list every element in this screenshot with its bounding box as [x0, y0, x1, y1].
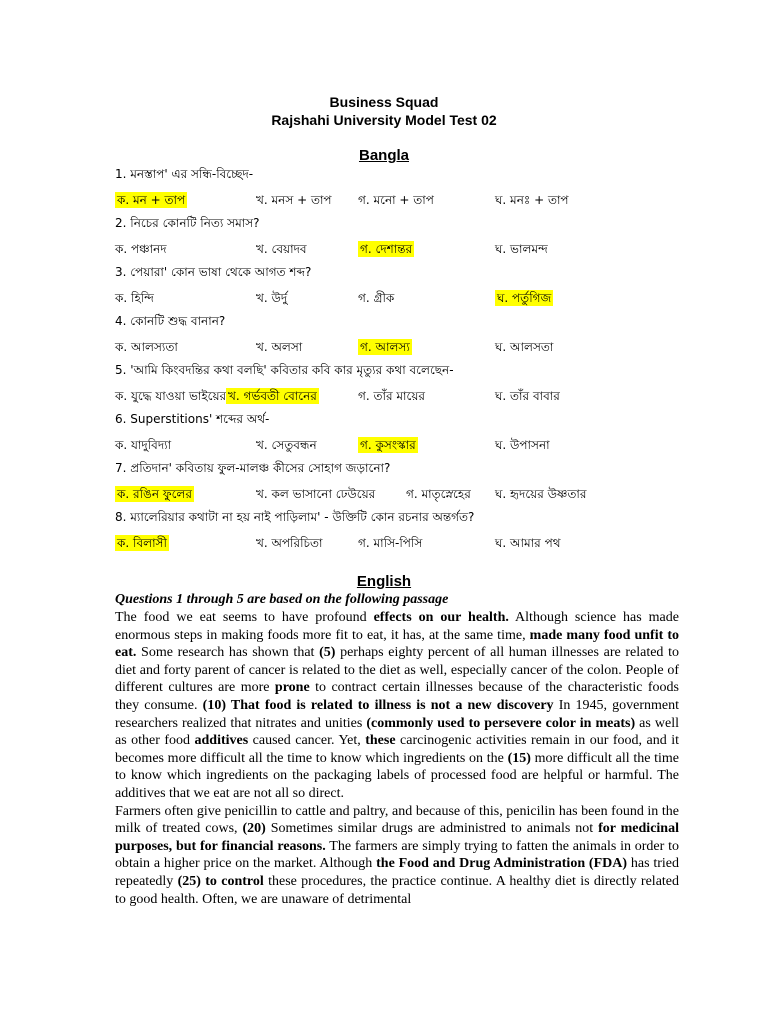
bold-run: (25) to control [177, 873, 264, 889]
question-5: 5. 'আমি কিংবদন্তির কথা বলছি' কবিতার কবি কার মৃত্যুর কথা বলেছেন- [115, 363, 454, 377]
question-2: 2. নিচের কোনটি নিত্য সমাস? [115, 216, 260, 230]
question-3-option-3: গ. গ্রীক [358, 291, 395, 305]
question-7-option-1 [115, 486, 194, 506]
question-8-option-4: ঘ. আমার পথ [495, 536, 561, 550]
header-title: Business Squad [329, 94, 439, 110]
question-8-option-3: গ. মাসি-পিসি [358, 536, 423, 550]
bold-run: these [365, 733, 396, 749]
text-run: carcinogenic activities remain in our food, and it becomes more difficult all the time to know which ingredients on the [115, 733, 679, 766]
question-2-option-1: ক. পঞ্চানদ [115, 242, 167, 256]
question-5-option-1: ক. যুদ্ধে যাওয়া ভাইয়ের [115, 389, 227, 403]
highlighted-answer: ক. মন + তাপ [117, 193, 186, 207]
question-3-option-2: খ. উর্দু [256, 291, 288, 305]
question-4-option-1: ক. আলস্যতা [115, 340, 178, 354]
question-6: 6. Superstitions' শব্দের অর্থ- [115, 412, 270, 426]
question-5-option-4: ঘ. তাঁর বাবার [495, 389, 560, 403]
highlighted-answer: ক. রঙিন ফুলের [117, 487, 192, 501]
bold-run: made many food unfit to eat. [115, 627, 679, 661]
text-run: perhaps eighty percent of all human illnesses are related to diet and forty parent of cancer is related to the diet as well, especially cancer of the colon. People of different cultures are more [115, 645, 679, 696]
question-2-option-4: ঘ. ভালমন্দ [495, 242, 548, 256]
question-1: 1. মনস্তাপ' এর সন্ধি-বিচ্ছেদ- [115, 167, 254, 181]
question-7-option-4: ঘ. হৃদয়ের উষ্ণতার [495, 487, 587, 501]
question-8-option-1 [115, 535, 169, 555]
highlighted-answer: গ. দেশান্তর [360, 242, 413, 256]
bold-run: (10) That food is related to illness is not a new discovery [202, 697, 554, 713]
question-2-option-2: খ. বেয়াদব [256, 242, 307, 256]
text-run: caused cancer. Yet, [248, 733, 366, 749]
text-run: Sometimes similar drugs are administred to animals not [265, 821, 599, 837]
question-6-option-3 [358, 437, 418, 457]
highlighted-answer: গ. আলস্য [360, 340, 410, 354]
text-run: Some research has shown that [136, 645, 320, 661]
text-run: Farmers often give penicillin to cattle and paltry, and because of this, penicilin has been found in the milk of treated cows, [115, 803, 679, 837]
question-1-option-1 [115, 192, 187, 212]
text-run: The food we eat seems to have profound [115, 610, 374, 625]
question-4-option-2: খ. অলসা [256, 340, 303, 354]
text-run: has tried repeatedly [115, 856, 679, 889]
question-6-option-4: ঘ. উপাসনা [495, 438, 550, 452]
bold-run: (15) [507, 750, 531, 766]
question-4: 4. কোনটি শুদ্ধ বানান? [115, 314, 226, 328]
text-run: more difficult all the time to know which ingredients on the packaging labels of processed food are helpful or harmful. The additives that we eat are not all so direct. [115, 750, 680, 801]
question-1-option-3: গ. মনো + তাপ [358, 193, 434, 207]
text-run: The farmers are simply trying to fatten the animals in order to obtain a higher price on the market. Although [115, 838, 680, 872]
bold-run: (5) [319, 645, 336, 661]
text-run: In 1945, government researchers realized that nitrates and unities [115, 697, 680, 731]
text-run: Although science has made enormous steps in making foods more fit to eat, it has, at the same time, [115, 610, 679, 643]
question-6-option-1: ক. যাদুবিদ্যা [115, 438, 172, 452]
bold-run: the Food and Drug Administration (FDA) [376, 856, 628, 872]
question-8: 8. ম্যালেরিয়ার কথাটা না হয় নাই পাড়িলাম' - উক্তিটি কোন রচনার অন্তর্গত? [115, 510, 475, 524]
passage [115, 609, 679, 908]
question-7-option-3: গ. মাতৃস্নেহের [406, 487, 471, 501]
bold-run: (20) [242, 821, 266, 837]
highlighted-answer: গ. কুসংস্কার [360, 438, 416, 452]
question-3-option-4 [495, 290, 553, 310]
question-1-option-4: ঘ. মনঃ + তাপ [495, 193, 569, 207]
highlighted-answer: খ. গর্ভবতী বোনের [228, 389, 317, 403]
question-6-option-2: খ. সেতুবন্ধন [256, 438, 317, 452]
question-7-option-2: খ. কল ভাসানো ঢেউয়ের [256, 487, 376, 501]
question-8-option-2: খ. অপরিচিতা [256, 536, 323, 550]
bold-run: additives [194, 733, 249, 749]
question-4-option-3 [358, 339, 412, 359]
bold-run: (commonly used to persevere color in meats) [366, 715, 636, 731]
section-heading-english: English [356, 573, 412, 590]
question-5-option-2 [226, 388, 319, 408]
bold-run: prone [274, 680, 310, 696]
bold-run: effects on our health. [373, 610, 509, 625]
header-subtitle: Rajshahi University Model Test 02 [271, 112, 497, 128]
question-1-option-2: খ. মনস + তাপ [256, 193, 332, 207]
passage-instruction: Questions 1 through 5 are based on the following passage [115, 592, 449, 607]
question-3: 3. পেয়ারা' কোন ভাষা থেকে আগত শব্দ? [115, 265, 312, 279]
section-heading-bangla: Bangla [358, 147, 409, 164]
highlighted-answer: ঘ. পর্তুগিজ [497, 291, 552, 305]
bold-run: for medicinal purposes, but for financial reasons. [115, 821, 679, 854]
text-run: as well as other food [115, 715, 680, 749]
highlighted-answer: ক. বিলাসী [117, 536, 167, 550]
question-4-option-4: ঘ. আলসতা [495, 340, 554, 354]
text-run: to contract certain illnesses because of the characteristic foods they consume. [115, 680, 679, 713]
passage-paragraph-2 [115, 803, 679, 909]
question-5-option-3: গ. তাঁর মায়ের [358, 389, 426, 403]
passage-paragraph-1 [115, 609, 679, 803]
question-7: 7. প্রতিদান' কবিতায় ফুল-মালঞ্চ কীসের সোহাগ জড়ানো? [115, 461, 391, 475]
question-3-option-1: ক. হিন্দি [115, 291, 154, 305]
question-2-option-3 [358, 241, 414, 261]
text-run: these procedures, the practice continue. A healthy diet is directly related to good health. Often, we are unaware of detrimental [115, 873, 680, 907]
